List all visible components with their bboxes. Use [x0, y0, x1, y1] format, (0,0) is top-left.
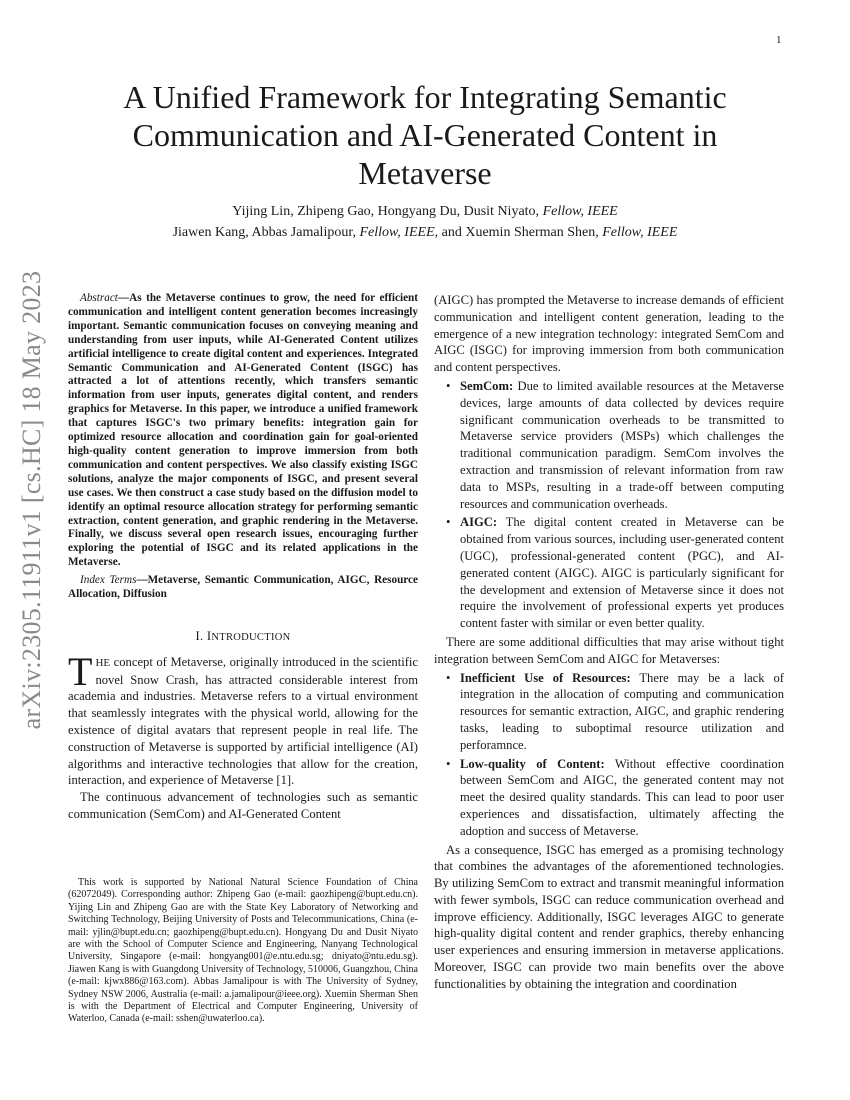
- intro-paragraph-2: The continuous advancement of technologies such as semantic communication (SemCom) and AI-Generated Content: [68, 790, 418, 821]
- right-paragraph-consequence: As a consequence, ISGC has emerged as a promising technology that combines the advantages of the aforementioned technologies. By utilizing SemCom to extract and transmit meaningful information with fewer symbols, ISGC can reduce communication overhead and improve efficiency. Additionally, ISGC leverages AIGC to generate high-quality digital content and render graphics, thereby enhancing user experiences and ensuring immersion in metaverse applications. Moreover, ISGC can provide two main benefits over the above functionalities by obtaining the integration and coordination: [434, 842, 784, 991]
- drop-cap: T: [68, 648, 93, 694]
- arxiv-identifier-margin: [8, 270, 56, 730]
- list-item: [446, 756, 784, 840]
- bullet-icon: •: [446, 515, 451, 530]
- author-fellow-1: Fellow, IEEE: [542, 204, 618, 219]
- list-item: [446, 670, 784, 754]
- bullet-term: SemCom:: [460, 378, 514, 393]
- bullet-term: AIGC:: [460, 515, 498, 530]
- section-first-letter: I: [206, 628, 212, 643]
- arxiv-identifier-text: arXiv:2305.11911v1 [cs.HC] 18 May 2023: [17, 270, 46, 730]
- author-names-2b: , and Xuemin Sherman Shen,: [434, 225, 599, 240]
- bullet-text: Without effective coordination between SemCom and AIGC, the generated content may not meet the desired quality standards. This can lead to poor user experiences and dissatisfaction, ultimately affecting the adoption and success of Metaverse.: [460, 756, 784, 838]
- abstract-text: —As the Metaverse continues to grow, the need for efficient communication and intelligent content generation becomes increasingly important. Semantic communication focuses on conveying meaning and understanding from user inputs, while AI-Generated Content utilizes artificial intelligence to create digital content and experiences. Integrated Semantic Communication and AI-Generated Content (ISGC) has attracted a lot of attentions recently, which transfers semantic information from user inputs, generates digital content, and renders graphics for Metaverse. In this paper, we introduce a unified framework that captures ISGC's two primary benefits: integration gain for optimized resource allocation and coordination gain for goal-oriented high-quality content generation to improve immersion from both communication and content perspectives. We also classify existing ISGC solutions, analyze the major components of ISGC, and present several use cases. We then construct a case study based on the diffusion model to identify an optimal resource allocation strategy for performing semantic extraction, content generation, and graphic rendering in the Metaverse. Finally, we discuss several open research issues, encouraging further exploring the potential of ISGC and its related applications in the Metaverse.: [68, 292, 418, 569]
- author-names-2a: Jiawen Kang, Abbas Jamalipour,: [172, 225, 356, 240]
- bullet-icon: •: [446, 670, 451, 685]
- intro-p1-text: concept of Metaverse, originally introduced in the scientific novel Snow Crash, has attracted considerable interest from academia and industries. Metaverse refers to a virtual environment that seamlessly integrates with the physical world, allowing for the existence of digital avatars that represent people in real life. The construction of Metaverse is supported by artificial intelligence (AI) algorithms and interactive technologies that allow for the creation, interaction, and experience of Metaverse [1].: [68, 654, 418, 788]
- intro-caps: HE: [95, 656, 111, 669]
- section-title-rest: NTRODUCTION: [211, 631, 291, 643]
- abstract: [68, 292, 418, 570]
- abstract-label: Abstract: [80, 292, 118, 304]
- index-terms-text: —Metaverse, Semantic Communication, AIGC, Resource Allocation, Diffusion: [68, 574, 418, 601]
- intro-paragraph-1: [68, 648, 418, 789]
- bullet-term: Inefficient Use of Resources:: [460, 670, 631, 685]
- author-line-1: [80, 201, 770, 222]
- author-names-1: Yijing Lin, Zhipeng Gao, Hongyang Du, Dusit Niyato,: [232, 204, 540, 219]
- right-column: [434, 292, 784, 993]
- section-heading-introduction: [68, 628, 418, 647]
- index-terms: [68, 574, 418, 602]
- right-paragraph-difficulties: There are some additional difficulties that may arise without tight integration between SemCom and AIGC for Metaverses:: [434, 634, 784, 666]
- section-numeral: I.: [195, 628, 207, 643]
- footnote: This work is supported by National Natural Science Foundation of China (62072049). Corresponding author: Zhipeng Gao (e-mail: gaozhipeng@bupt.edu.cn). Yijing Lin and Zhipeng Gao are with the State Key Laboratory of Networking and Switching Technology, Beijing University of Posts and Telecommunications, China (e-mail: yjlin@bupt.edu.cn; gaozhipeng@bupt.edu.cn). Hongyang Du and Dusit Niyato are with the School of Computer Science and Engineering, Nanyang Technological University, Singapore (e-mail: hongyang001@e.ntu.edu.sg; dniyato@ntu.edu.sg). Jiawen Kang is with Guangdong University of Technology, 510006, Guangzhou, China (e-mail: kjwx886@163.com). Abbas Jamalipour is with The University of Sydney, Sydney NSW 2006, Australia (e-mail: a.jamalipour@ieee.org). Xuemin Sherman Shen is with the Department of Electrical and Computer Engineering, University of Waterloo, Canada (e-mail: sshen@uwaterloo.ca).: [68, 877, 418, 1025]
- list-item: [446, 378, 784, 512]
- author-list: [80, 201, 770, 243]
- bullet-text: Due to limited available resources at the Metaverse devices, large amounts of data collected by devices require significant communication overheads to be transmitted to Metaverse service providers (MSPs) which challenges the traditional communication paradigm. SemCom involves the extraction and transmission of relevant information from raw data to MSPs, resulting in a trade-off between computing resources and communication overheads.: [460, 378, 784, 511]
- bullet-icon: •: [446, 756, 451, 771]
- author-fellow-2b: Fellow, IEEE: [602, 225, 678, 240]
- list-item: [446, 514, 784, 632]
- bullet-text: There may be a lack of integration in the allocation of computing and communication resources for semantic extraction, AIGC, and graphic rendering tasks, leading to suboptimal resource utilization and perforamnce.: [460, 670, 784, 752]
- author-line-2: [80, 222, 770, 243]
- bullet-list-technologies: [434, 378, 784, 632]
- right-paragraph-continued: (AIGC) has prompted the Metaverse to increase demands of efficient communication and intelligent content generation, leading to the emergence of a new integration technology: integrated SemCom and AIGC (ISGC) for improving immersion from both communication and content perspectives.: [434, 293, 784, 375]
- bullet-icon: •: [446, 378, 451, 393]
- bullet-term: Low-quality of Content:: [460, 756, 605, 771]
- author-fellow-2a: Fellow, IEEE: [359, 225, 435, 240]
- page-number: 1: [776, 34, 782, 46]
- bullet-text: The digital content created in Metaverse can be obtained from various sources, including user-generated content (UGC), professional-generated content (PGC), and AI-generated content (AIGC). AIGC is particularly significant for the development and extension of Metaverse since it does not require the involvement of professional experts yet produces content faster with similar or even better quality.: [460, 515, 784, 631]
- left-column: [68, 292, 418, 823]
- index-terms-label: Index Terms: [80, 574, 137, 587]
- bullet-list-difficulties: [434, 670, 784, 840]
- paper-title: A Unified Framework for Integrating Semantic Communication and AI-Generated Content in Metaverse: [123, 79, 727, 191]
